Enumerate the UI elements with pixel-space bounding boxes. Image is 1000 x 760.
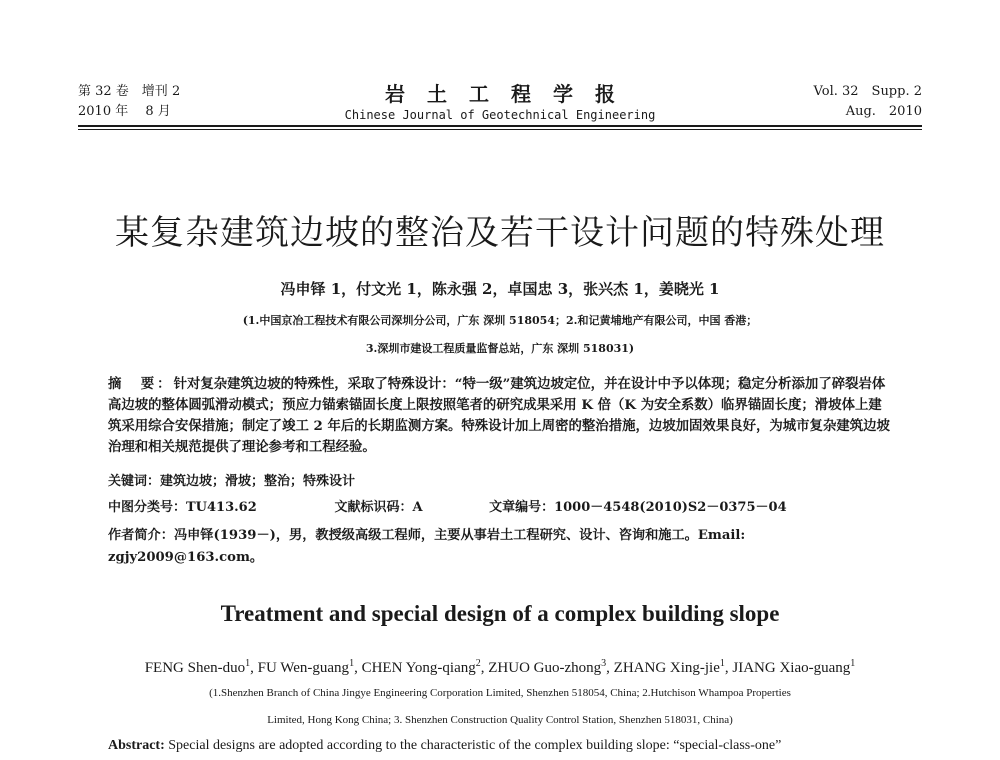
author-bio [108, 525, 894, 569]
abstract-en-text: Special designs are adopted according to the characteristic of the complex building slope: “special-class-one” [168, 738, 782, 753]
article-title-en: Treatment and special design of a complex building slope [220, 601, 780, 626]
volume-line-en: Vol. 32 Supp. 2 [813, 84, 922, 99]
journal-title-cn: 岩土工程学报 [385, 82, 637, 106]
author-en: CHEN Yong-qiang$^2$ [361, 658, 481, 676]
keywords-cn: 关键词：建筑边坡；滑坡；整治；特殊设计 [108, 474, 356, 489]
header-rule-thick [78, 125, 922, 127]
author-affil-sup: 1 [719, 658, 725, 669]
authors-en: FENG Shen-duo$^1$, FU Wen-guang$^1$, CHEN Yong-qiang$^2$, ZHUO Guo-zhong$^3$, ZHANG Xing-jie$^1$, JIANG Xiao-guang$^1$ [144, 658, 856, 676]
clc-number: 中图分类号：TU413.62 [108, 500, 257, 515]
author-en: ZHANG Xing-jie$^1$ [613, 658, 725, 676]
affiliation-en-2: Limited, Hong Kong China; 3. Shenzhen Construction Quality Control Station, Shenzhen 518031, China) [267, 714, 733, 726]
article-title-cn: 某复杂建筑边坡的整治及若干设计问题的特殊处理 [115, 213, 885, 253]
article-number: 文章编号：1000－4548(2010)S2－0375－04 [489, 500, 787, 515]
authors-cn: 冯申铎 1，付文光 1，陈永强 2，卓国忠 3，张兴杰 1，姜晓光 1 [280, 280, 720, 298]
date-line-cn: 2010 年 8 月 [78, 104, 171, 119]
affiliation-cn-2: 3.深圳市建设工程质量监督总站，广东 深圳 518031) [365, 342, 635, 355]
volume-line: 第 32 卷 增刊 2 [78, 84, 181, 99]
journal-title-en: Chinese Journal of Geotechnical Engineering [344, 108, 656, 122]
author-affil-sup: 1 [349, 658, 355, 669]
volume-issue-en [814, 82, 922, 122]
abstract-en [108, 738, 894, 754]
abstract-cn [108, 374, 894, 458]
journal-title [78, 82, 922, 124]
bio-label: 作者简介： [108, 528, 174, 543]
abstract-cn-text: 针对复杂建筑边坡的特殊性，采取了特殊设计：“特一级”建筑边坡定位，并在设计中予以体现；稳定分析添加了碎裂岩体高边坡的整体圆弧滑动模式；预应力锚索锚固长度上限按照笔者的研究成果采用 K 倍（K 为安全系数）临界锚固长度；滑坡体上建筑采用综合安保措施；制定了竣工 2 年后的长期监测方案。特殊设计加上周密的整治措施，边坡加固效果良好，为城市复杂建筑边坡治理和相关规范提供了理论参考和工程经验。 [108, 376, 890, 455]
author-affil-sup: 1 [850, 658, 856, 669]
author-affil-sup: 2 [475, 658, 481, 669]
author-en: ZHUO Guo-zhong$^3$ [488, 658, 607, 676]
classification-line [108, 496, 894, 515]
bio-text: 冯申铎(1939－)，男，教授级高级工程师，主要从事岩土工程研究、设计、咨询和施工。Email: zgjy2009@163.com。 [108, 528, 746, 565]
abstract-cn-label: 摘 要： [108, 376, 174, 392]
date-line-en: Aug. 2010 [845, 104, 922, 119]
header-rule-thin [78, 129, 922, 130]
document-code: 文献标识码：A [334, 500, 423, 515]
author-en: FENG Shen-duo$^1$ [144, 658, 251, 676]
author-affil-sup: 1 [245, 658, 251, 669]
author-en: JIANG Xiao-guang$^1$ [732, 658, 856, 676]
author-affil-sup: 3 [601, 658, 607, 669]
author-en: FU Wen-guang$^1$ [257, 658, 355, 676]
abstract-en-label: Abstract: [108, 738, 165, 753]
affiliation-en-1: (1.Shenzhen Branch of China Jingye Engineering Corporation Limited, Shenzhen 518054, China; 2.Hutchison Whampoa Properties [209, 687, 791, 699]
affiliation-cn-1: (1.中国京冶工程技术有限公司深圳分公司，广东 深圳 518054；2.和记黄埔地产有限公司，中国 香港； [242, 314, 758, 327]
